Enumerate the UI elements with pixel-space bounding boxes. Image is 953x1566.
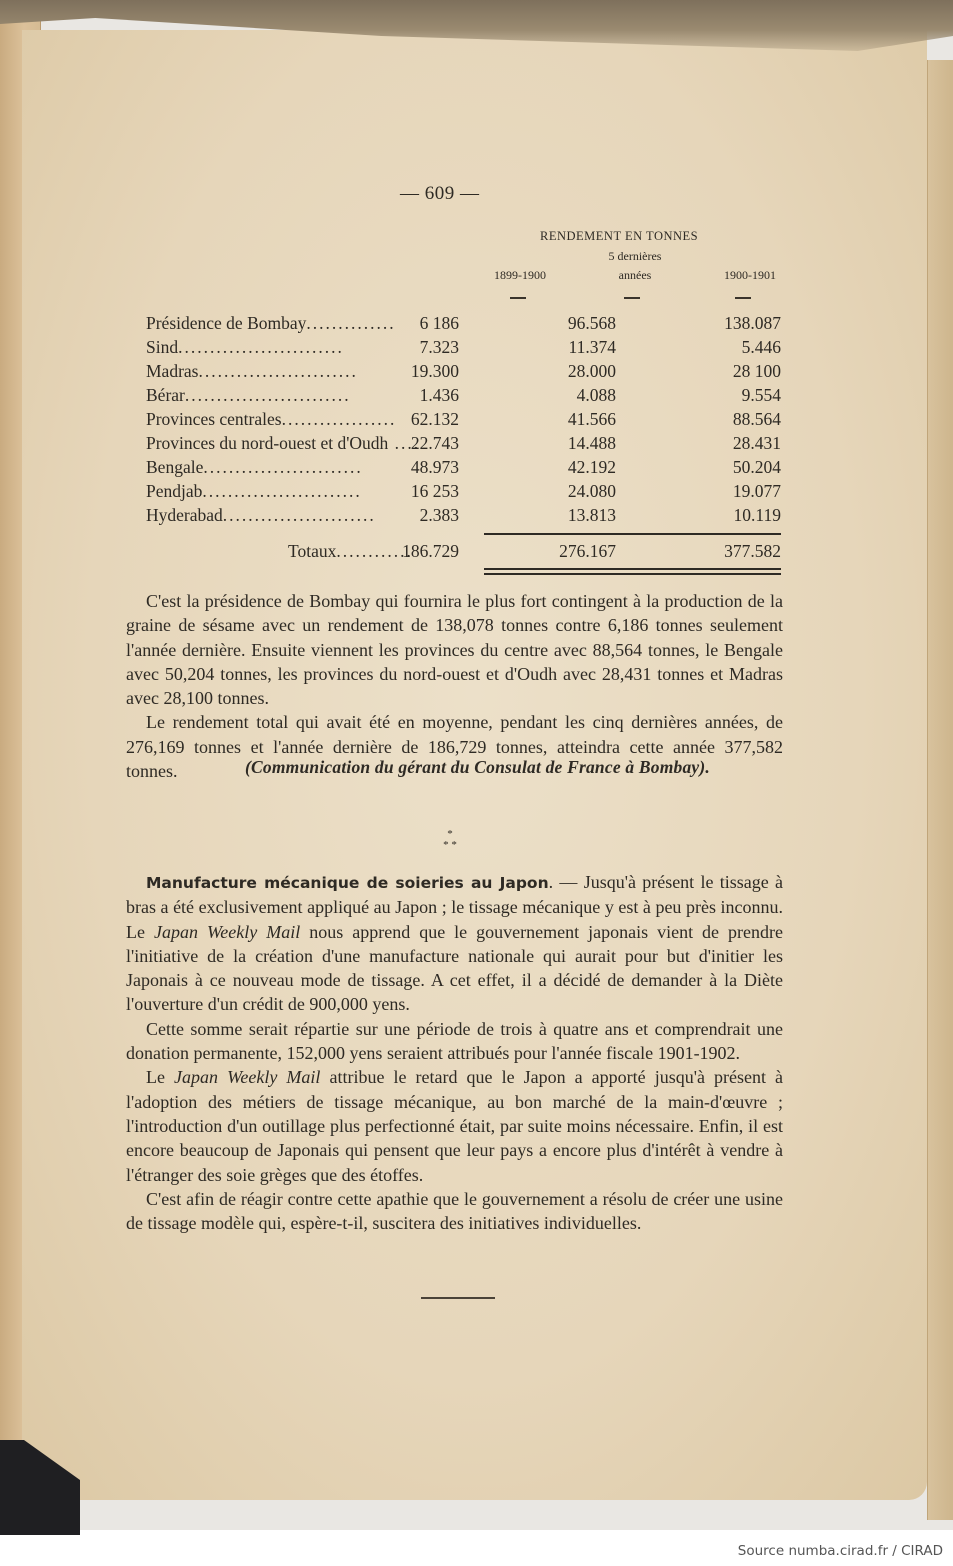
value-1900-1901: 5.446 <box>741 337 781 357</box>
publication-name: Japan Weekly Mail <box>174 1067 321 1088</box>
totals-label: Totaux............ <box>288 541 413 561</box>
value-1900-1901: 138.087 <box>724 313 781 333</box>
paragraph: C'est la présidence de Bombay qui fournira le plus fort contingent à la production de la graine de sésame avec un rendement de 138,078 tonnes contre 6,186 tonnes seulement l'année dernière. Ensuite viennent les provinces du centre avec 88,564 tonnes, le Bengale avec 50,204 tonnes, les provinces du nord-ouest et d'Oudh avec 28,431 tonnes et Madras avec 28,100 tonnes. <box>126 591 783 709</box>
end-rule <box>421 1297 495 1299</box>
asterism-top: * <box>447 828 453 840</box>
totals-row <box>146 541 786 565</box>
table-row <box>146 361 786 385</box>
right-page-edges <box>927 60 953 1520</box>
table-row <box>146 481 786 505</box>
table-row <box>146 385 786 409</box>
column-dash <box>735 297 751 299</box>
column-dash <box>510 297 526 299</box>
value-5-years: 24.080 <box>567 481 616 501</box>
row-label: Pendjab......................... <box>146 481 362 501</box>
section-title: Manufacture mécanique de soieries au Japon <box>146 874 549 892</box>
paragraph: Cette somme serait répartie sur une période de trois à quatre ans et comprendrait une donation permanente, 152,000 yens seraient attribués pour l'année fiscale 1901-1902. <box>126 1018 783 1064</box>
value-5-years: 14.488 <box>567 433 616 453</box>
row-label: Provinces du nord-ouest et d'Oudh .... <box>146 433 421 453</box>
value-1899-1900: 22.743 <box>410 433 459 453</box>
article-sesame-body <box>126 589 783 783</box>
row-label: Madras......................... <box>146 361 358 381</box>
value-1900-1901: 88.564 <box>732 409 781 429</box>
value-1899-1900: 1.436 <box>419 385 459 405</box>
table-title: RENDEMENT EN TONNES <box>540 229 699 243</box>
value-1899-1900: 62.132 <box>410 409 459 429</box>
table-row <box>146 409 786 433</box>
row-label: Provinces centrales.................. <box>146 409 397 429</box>
column-header-1899-1900: 1899-1900 <box>494 268 546 282</box>
row-label: Bengale......................... <box>146 457 363 477</box>
paragraph <box>126 1065 783 1186</box>
paragraph <box>126 870 783 1017</box>
row-label: Hyderabad........................ <box>146 505 376 525</box>
publication-name: Japan Weekly Mail <box>153 921 301 942</box>
table-row <box>146 337 786 361</box>
double-rule-bottom <box>484 573 781 575</box>
paragraph: C'est afin de réagir contre cette apathie que le gouvernement a résolu de créer une usine de tissage modèle qui, espère-t-il, suscitera des initiatives individuelles. <box>126 1188 783 1234</box>
totals-rule <box>484 533 781 535</box>
paragraph: Le rendement total qui avait été en moyenne, pendant les cinq dernières années, de 276,169 tonnes et l'année dernière de 186,729 tonnes, atteindra cette année 377,582 tonnes. <box>126 712 783 782</box>
value-1899-1900: 6 186 <box>419 313 459 333</box>
total-1900-1901: 377.582 <box>724 541 781 561</box>
value-5-years: 4.088 <box>576 385 616 405</box>
total-1899-1900: 186.729 <box>402 541 459 561</box>
value-1899-1900: 7.323 <box>419 337 459 357</box>
value-1899-1900: 19.300 <box>410 361 459 381</box>
total-5-years: 276.167 <box>559 541 616 561</box>
attribution: (Communication du gérant du Consulat de France à Bombay). <box>245 757 711 777</box>
column-header-5-years-line1: 5 dernières <box>608 249 662 263</box>
text: Jusqu'à présent le tissage à bras a été exclusivement appliqué au Japon ; le tissage mécanique y est à peu près inconnu. Le <box>126 872 783 942</box>
table-row <box>146 433 786 457</box>
value-5-years: 96.568 <box>567 313 616 333</box>
value-1899-1900: 2.383 <box>419 505 459 525</box>
source-credit: Source numba.cirad.fr / CIRAD <box>737 1543 943 1559</box>
row-label: Sind.......................... <box>146 337 344 357</box>
value-5-years: 28.000 <box>567 361 616 381</box>
value-1900-1901: 19.077 <box>732 481 781 501</box>
value-1900-1901: 28.431 <box>732 433 781 453</box>
text: Le <box>146 1067 175 1088</box>
column-header-1900-1901: 1900-1901 <box>724 268 776 282</box>
text: nous apprend que le gouvernement japonais vient de prendre l'initiative de la création d'une manufacture nationale qui aurait pour but d'initier les Japonais à ce nouveau mode de tissage. A cet effet, il a décidé de demander à la Diète l'ouverture d'un crédit de 900,000 yens. <box>126 921 783 1015</box>
value-5-years: 13.813 <box>567 505 616 525</box>
column-header-5-years-line2: années <box>618 268 652 282</box>
double-rule-top <box>484 568 781 570</box>
value-1900-1901: 9.554 <box>741 385 781 405</box>
row-label: Présidence de Bombay.............. <box>146 313 396 333</box>
column-dash <box>624 297 640 299</box>
value-5-years: 11.374 <box>568 337 616 357</box>
value-1899-1900: 48.973 <box>410 457 459 477</box>
table-row <box>146 313 786 337</box>
article-japan-silk-body <box>126 870 783 1235</box>
value-1900-1901: 50.204 <box>732 457 781 477</box>
value-5-years: 41.566 <box>567 409 616 429</box>
asterism-bottom: * * <box>443 839 457 851</box>
asterism-separator <box>430 829 470 851</box>
value-1900-1901: 28 100 <box>732 361 781 381</box>
row-label: Bérar.......................... <box>146 385 351 405</box>
value-1899-1900: 16 253 <box>410 481 459 501</box>
value-1900-1901: 10.119 <box>733 505 781 525</box>
page-number: — 609 — <box>400 183 480 204</box>
value-5-years: 42.192 <box>567 457 616 477</box>
table-row <box>146 505 786 529</box>
table-row <box>146 457 786 481</box>
title-dash: . — <box>548 872 584 892</box>
text: attribue le retard que le Japon a apporté jusqu'à présent à l'adoption des métiers de tissage mécanique, au bon marché de la main-d'œuvre ; l'introduction d'un outillage plus perfectionné était, par suite moins nécessaire. Enfin, il est encore beaucoup de Japonais qui pensent que leur pays a encore plus d'intérêt à vendre à l'étranger des soie grèges que des étoffes. <box>126 1067 784 1185</box>
